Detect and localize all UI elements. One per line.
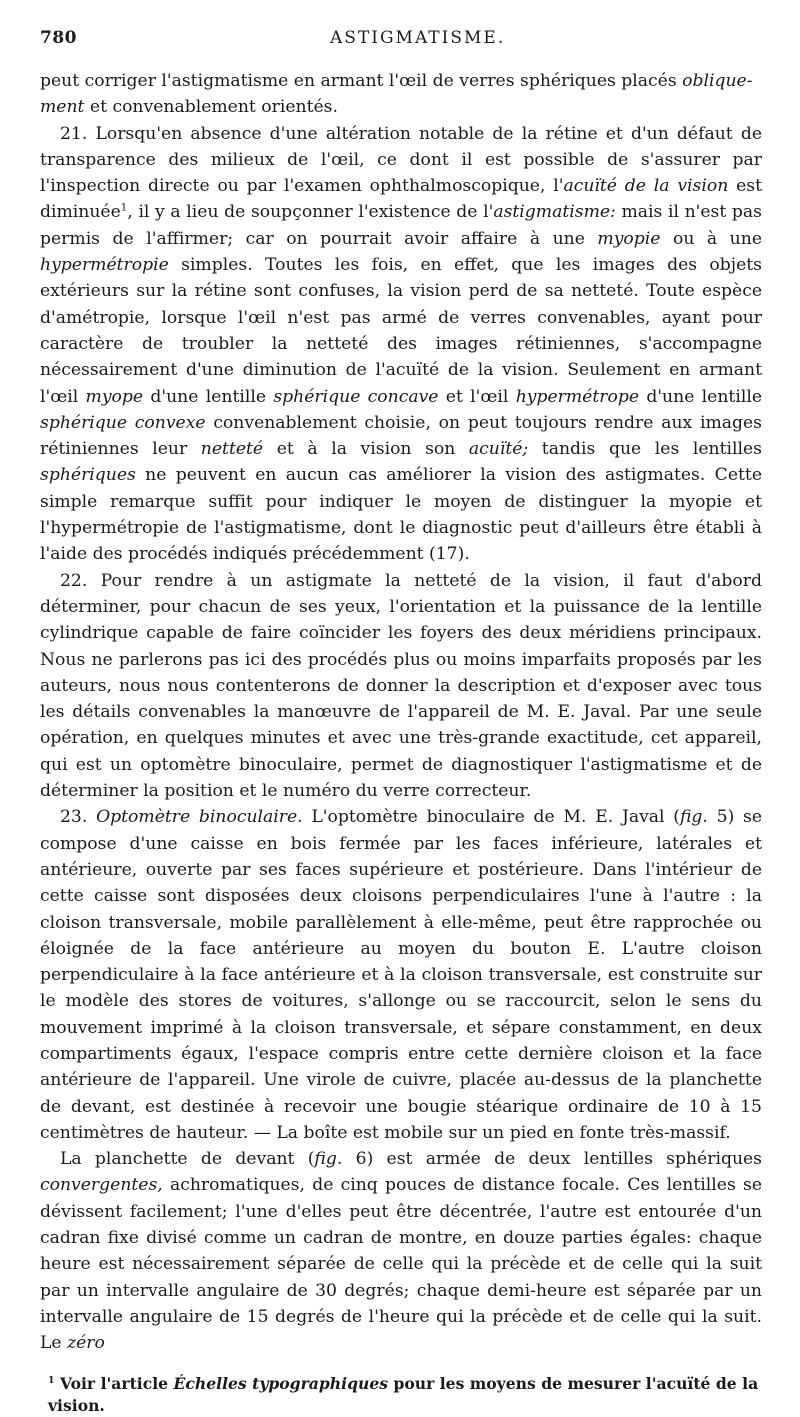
italic-text: myopie	[597, 228, 661, 249]
text-run: et convenablement orientés.	[84, 97, 338, 118]
text-run: ou à une	[660, 228, 762, 249]
paragraph	[40, 568, 762, 805]
text-run: pour les moyens de mesurer l'acuïté de la vision.	[48, 1373, 759, 1415]
running-header	[40, 28, 762, 68]
text-run: 5) se compose d'une caisse en bois fermée par les faces inférieure, latérales et antérieure, ouverte par ses faces supérieure et postérieure. Dans l'intérieur de cette caisse sont disposées deux cloisons perpendiculaires l'une à l'autre : la cloison transversale, mobile parallèlement à elle-même, peut être rapprochée ou éloignée de la face antérieure au moyen du bouton E. L'autre cloison perpendiculaire à la face antérieure et à la cloison transversale, est construite sur le modèle des stores de voitures, s'allonge ou se raccourcit, selon le sens du mouvement imprimé à la cloison transversale, et sépare constamment, en deux compartiments égaux, l'espace compris entre cette dernière cloison et la face antérieure de l'appareil. Une virole de cuivre, placée au-dessus de la planchette de devant, est destinée à recevoir une bougie stéarique ordinaire de 10 à 15 centimètres de hauteur. — La boîte est mobile sur un pied en fonte très-massif.	[40, 807, 762, 1143]
body-text	[40, 68, 762, 1357]
page-number: 780	[40, 28, 77, 48]
text-run: tandis que les lentilles	[528, 439, 762, 460]
text-run: peut corriger l'astigmatisme en armant l'œil de verres sphériques placés	[40, 71, 683, 91]
italic-text: convergentes,	[40, 1175, 163, 1196]
text-run: Voir l'article	[54, 1373, 174, 1393]
text-run: ne peuvent en aucun cas améliorer la vision des astigmates. Cette simple remarque suffit pour indiquer le moyen de distinguer la myopie et l'hypermétropie de l'astigmatisme, dont le diagnostic peut d'ailleurs être établi à l'aide des procédés indiqués précédemment (17).	[40, 465, 762, 565]
footnote-marker: 1	[120, 201, 128, 214]
italic-text: netteté	[200, 439, 264, 460]
text-run: achromatiques, de cinq pouces de distance focale. Ces lentilles se dévissent facilement; l'une d'elles peut être décentrée, l'autre est entourée d'un cadran fixe divisé comme un cadran de montre, en douze parties égales: chaque heure est nécessairement séparée de celle qui la précède et de celle qui la suit par un intervalle angulaire de 30 degrés; chaque demi-heure est séparée par un intervalle angulaire de 15 degrés de l'heure qui la précède et de celle qui la suit. Le	[40, 1175, 762, 1354]
footnote	[40, 1373, 762, 1417]
italic-text: hypermétropie	[40, 255, 169, 276]
italic-text: hypermétrope	[515, 386, 640, 407]
paragraph	[40, 1146, 762, 1356]
text-run: d'une lentille	[143, 386, 274, 407]
text-run: , il y a lieu de soupçonner l'existence de l'	[127, 202, 494, 223]
italic-text: acuïté;	[468, 439, 529, 460]
italic-text: acuïté de la vision	[563, 176, 729, 197]
italic-text: oblique-	[682, 71, 753, 91]
footnote-marker: 1	[48, 1374, 55, 1386]
italic-text: sphérique concave	[273, 386, 439, 407]
paragraph	[40, 121, 762, 568]
text-run: 23.	[60, 807, 97, 828]
text-run: et à la vision son	[263, 439, 469, 460]
text-run: est diminuée	[40, 176, 762, 223]
text-run: et l'œil	[438, 386, 516, 407]
italic-text: fig.	[314, 1149, 343, 1170]
text-run: 21. Lorsqu'en absence d'une altération notable de la rétine et d'un défaut de transparence des milieux de l'œil, ce dont il est possible de s'assurer par l'inspection directe ou par l'examen ophthalmoscopique, l'	[40, 123, 762, 197]
paragraph	[40, 68, 762, 121]
italic-text: ment	[40, 97, 85, 118]
text-run: L'optomètre binoculaire de M. E. Javal (	[302, 807, 680, 828]
text-run: La planchette de devant (	[60, 1149, 315, 1170]
italic-text: astigmatisme:	[493, 202, 616, 223]
italic-text: myope	[85, 386, 144, 407]
text-run: mais il n'est pas permis de l'affirmer; car on pourrait avoir affaire à une	[40, 202, 762, 249]
italic-text: fig.	[679, 807, 708, 828]
italic-text: Échelles typographiques	[173, 1373, 389, 1393]
italic-text: zéro	[67, 1333, 105, 1354]
text-run: 22. Pour rendre à un astigmate la netteté de la vision, il faut d'abord déterminer, pour chacun de ses yeux, l'orientation et la puissance de la lentille cylindrique capable de faire coïncider les foyers des deux méridiens principaux. Nous ne parlerons pas ici des procédés plus ou moins imparfaits proposés par les auteurs, nous nous contenterons de donner la description et d'exposer avec tous les détails convenables la manœuvre de l'appareil de M. E. Javal. Par une seule opération, en quelques minutes et avec une très-grande exactitude, cet appareil, qui est un optomètre binoculaire, permet de diagnostiquer l'astigmatisme et de déterminer la position et le numéro du verre correcteur.	[40, 570, 762, 802]
running-title: ASTIGMATISME.	[330, 28, 506, 48]
italic-text: sphériques	[40, 465, 136, 486]
text-run: 6) est armée de deux lentilles sphériques	[342, 1149, 763, 1170]
italic-text: Optomètre binoculaire.	[96, 807, 303, 828]
text-run: d'une lentille	[639, 386, 762, 407]
paragraph	[40, 804, 762, 1146]
text-run: simples. Toutes les fois, en effet, que les images des objets extérieurs sur la rétine sont confuses, la vision perd de sa netteté. Toute espèce d'amétropie, lorsque l'œil n'est pas armé de verres convenables, ayant pour caractère de troubler la netteté des images rétiniennes, s'accompagne nécessairement d'une diminution de l'acuïté de la vision. Seulement en armant l'œil	[40, 255, 762, 407]
text-run: convenablement choisie, on peut toujours rendre aux images rétiniennes leur	[40, 412, 762, 460]
italic-text: sphérique convexe	[40, 412, 206, 433]
